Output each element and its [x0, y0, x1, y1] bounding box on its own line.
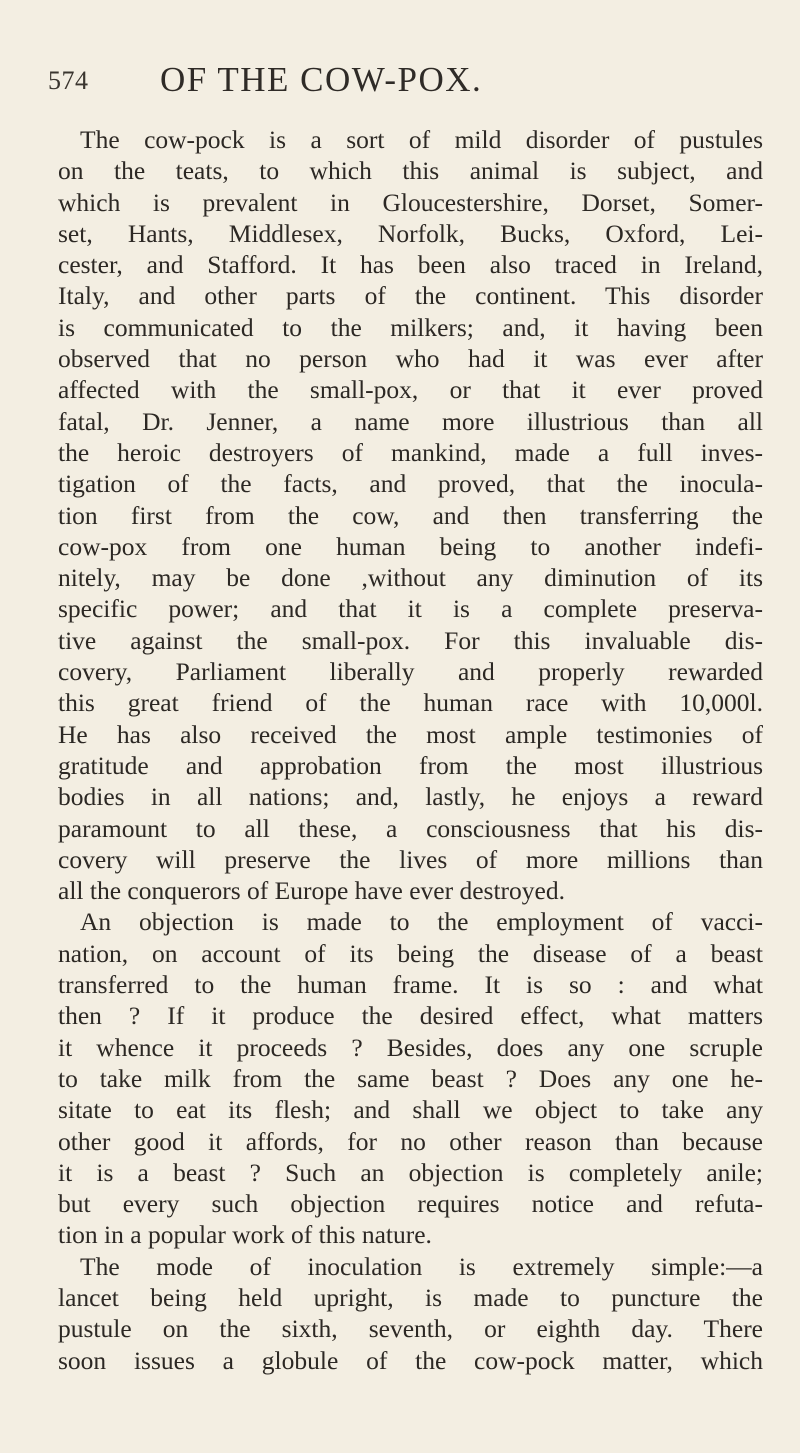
text-line: gratitude and approbation from the most illustrious	[58, 750, 763, 780]
text-line: which is prevalent in Gloucestershire, Dorset, Somer-	[58, 187, 763, 217]
body-text	[58, 124, 763, 1376]
text-line: then ? If it produce the desired effect, what matters	[58, 1001, 763, 1031]
text-line: tigation of the facts, and proved, that the inocula-	[58, 469, 763, 499]
text-line: it whence it proceeds ? Besides, does any one scruple	[58, 1032, 763, 1062]
text-line: to take milk from the same beast ? Does any one he-	[58, 1063, 763, 1093]
text-line: lancet being held upright, is made to puncture the	[58, 1282, 763, 1312]
text-line: The mode of inoculation is extremely simple:—a	[80, 1251, 763, 1281]
text-line: pustule on the sixth, seventh, or eighth day. There	[58, 1314, 763, 1344]
text-line: tion first from the cow, and then transferring the	[58, 500, 763, 530]
text-line: cow-pox from one human being to another indefi-	[58, 531, 763, 561]
text-line: affected with the small-pox, or that it ever proved	[58, 375, 763, 405]
text-line: paramount to all these, a consciousness that his dis-	[58, 813, 763, 843]
text-line: this great friend of the human race with 10,000l.	[58, 688, 763, 718]
page-number: 574	[48, 66, 89, 95]
text-line: An objection is made to the employment of vacci-	[80, 907, 763, 937]
text-line: nation, on account of its being the disease of a beast	[58, 938, 763, 968]
text-line: soon issues a globule of the cow-pock matter, which	[58, 1345, 763, 1375]
text-line: Italy, and other parts of the continent. This disorder	[58, 281, 763, 311]
text-line: specific power; and that it is a complete preserva-	[58, 594, 763, 624]
text-line: covery will preserve the lives of more millions than	[58, 844, 763, 874]
text-line: observed that no person who had it was ever after	[58, 344, 763, 374]
text-line: tion in a popular work of this nature.	[58, 1220, 432, 1250]
text-line: transferred to the human frame. It is so : and what	[58, 970, 763, 1000]
text-line: He has also received the most ample testimonies of	[58, 719, 763, 749]
text-line: the heroic destroyers of mankind, made a full inves-	[58, 437, 763, 467]
text-line: bodies in all nations; and, lastly, he enjoys a reward	[58, 782, 763, 812]
text-line: it is a beast ? Such an objection is completely anile;	[58, 1157, 763, 1187]
text-line: nitely, may be done ,without any diminution of its	[58, 563, 763, 593]
running-head: OF THE COW-POX.	[160, 60, 483, 99]
text-line: set, Hants, Middlesex, Norfolk, Bucks, Oxford, Lei-	[58, 218, 763, 248]
text-line: all the conquerors of Europe have ever destroyed.	[58, 876, 565, 906]
text-line: is communicated to the milkers; and, it having been	[58, 312, 763, 342]
text-line: cester, and Stafford. It has been also traced in Ireland,	[58, 250, 763, 280]
text-line: The cow-pock is a sort of mild disorder of pustules	[80, 125, 763, 154]
text-line: on the teats, to which this animal is subject, and	[58, 156, 763, 186]
text-line: covery, Parliament liberally and properly rewarded	[58, 657, 763, 687]
text-line: sitate to eat its flesh; and shall we object to take any	[58, 1095, 763, 1125]
text-line: fatal, Dr. Jenner, a name more illustrious than all	[58, 406, 763, 436]
text-line: tive against the small-pox. For this invaluable dis-	[58, 625, 763, 655]
text-line: other good it affords, for no other reason than because	[58, 1126, 763, 1156]
text-line: but every such objection requires notice and refuta-	[58, 1189, 763, 1219]
